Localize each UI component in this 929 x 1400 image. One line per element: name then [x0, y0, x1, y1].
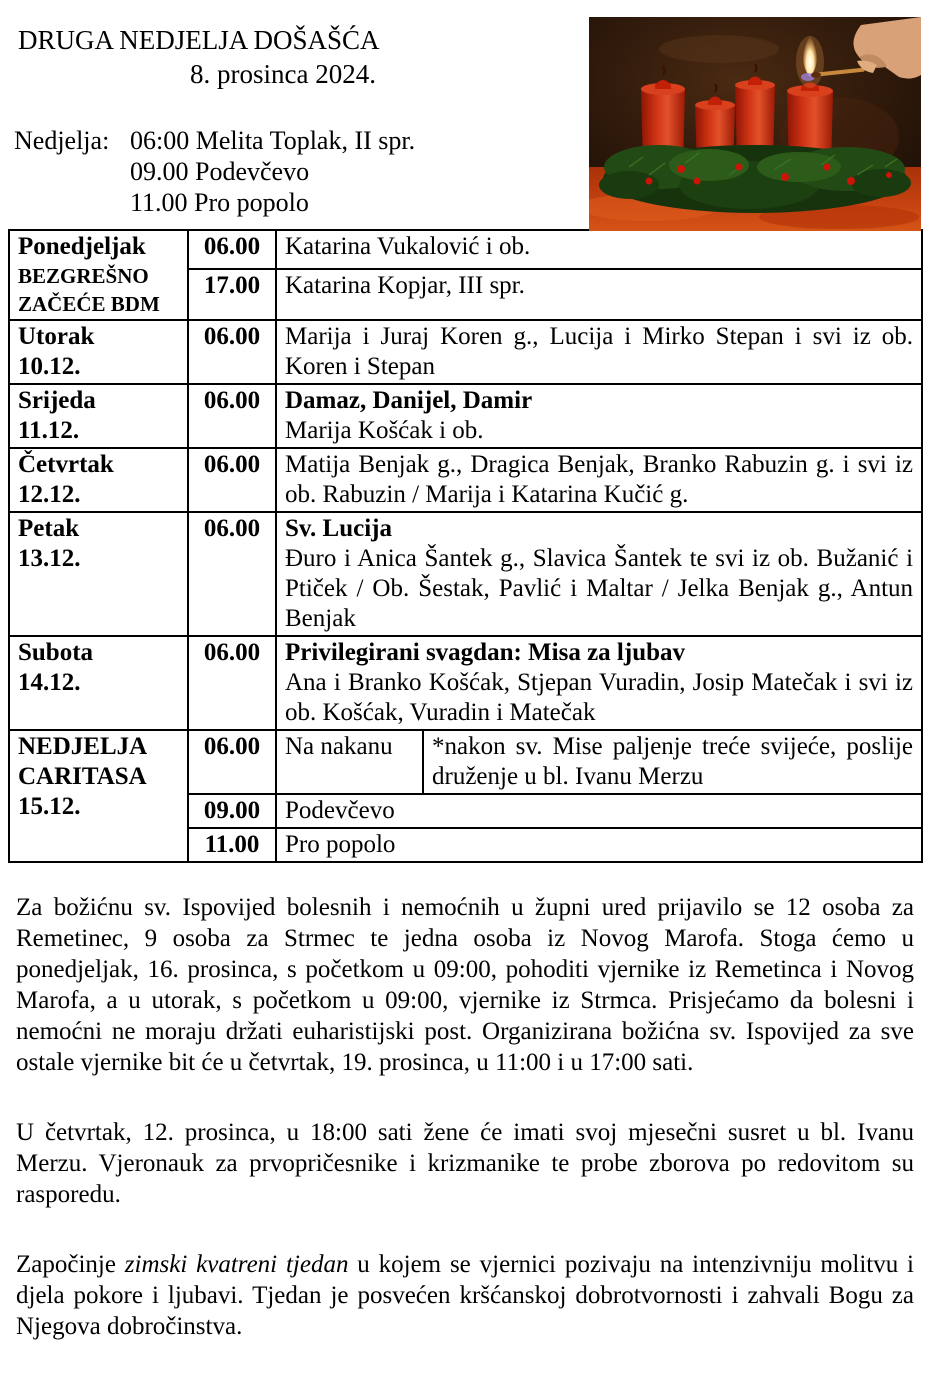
day-label: NEDJELJA: [18, 733, 148, 760]
time-cell: 06.00: [188, 730, 276, 794]
sunday-label: Nedjelja:: [14, 126, 110, 155]
day-date: 12.12.: [18, 481, 81, 508]
day-label: Četvrtak: [18, 451, 114, 478]
time-cell: 17.00: [188, 269, 276, 320]
day-label: Utorak: [18, 323, 95, 350]
table-row-petak: [9, 512, 922, 636]
day-subtitle: ZAČEĆE BDM: [18, 292, 160, 316]
intention-cell: Na nakanu: [276, 730, 423, 794]
day-label: Srijeda: [18, 387, 96, 414]
day-subtitle: BEZGREŠNO: [18, 264, 149, 288]
time-cell: 06.00: [188, 230, 276, 269]
page-title: DRUGA NEDJELJA DOŠAŠĆA: [18, 25, 380, 55]
intention-cell: Pro popolo: [276, 828, 922, 862]
p3-italic-phrase: zimski kvatreni tjedan: [124, 1251, 349, 1278]
time-cell: 11.00: [188, 828, 276, 862]
day-date: 10.12.: [18, 353, 81, 380]
announcements: [0, 892, 929, 1342]
intention-text: Đuro i Anica Šantek g., Slavica Šantek te svi iz ob. Bužanić i Ptiček / Ob. Šestak, Pavlić i Maltar / Jelka Benjak g., Antun Benjak: [285, 545, 914, 632]
sunday-time-1: 06:00 Melita Toplak, II spr.: [130, 126, 416, 155]
table-row-srijeda: [9, 384, 922, 448]
table-row-ponedjeljak: [9, 230, 922, 269]
p3-end: u kojem se vjernici pozivaju na intenzivniju molitvu i djela pokore i ljubavi. Tjedan je posvećen kršćanskoj dobrotvornosti i zahvali Bogu za Njegova dobročinstva.: [16, 1251, 914, 1340]
intention-cell: [276, 512, 922, 636]
day-date: 14.12.: [18, 669, 81, 696]
intention-cell: Katarina Kopjar, III spr.: [276, 269, 922, 320]
paragraph-confession: Za božićnu sv. Ispovijed bolesnih i nemoćnih u župni ured prijavilo se 12 osoba za Remetinec, 9 osoba za Strmec te jedna osoba iz Novog Marofa. Stoga ćemo u ponedjeljak, 16. prosinca, s početkom u 09:00, pohoditi vjernike iz Remetinca i Novog Marofa, a u utorak, s početkom u 09:00, vjernike iz Strmca. Prisjećamo da bolesni i nemoćni ne moraju držati euharistijski post. Organizirana božićna sv. Ispovijed za sve ostale vjernike bit će u četvrtak, 19. prosinca, u 11:00 i u 17:00 sati.: [16, 894, 914, 1076]
day-cell: [9, 320, 188, 384]
day-cell: [9, 448, 188, 512]
mass-schedule-table: [8, 229, 923, 863]
day-date: 11.12.: [18, 417, 80, 444]
intention-cell: Marija i Juraj Koren g., Lucija i Mirko Stepan i svi iz ob. Koren i Stepan: [276, 320, 922, 384]
time-cell: 06.00: [188, 384, 276, 448]
time-cell: 06.00: [188, 448, 276, 512]
paragraph-meetings: U četvrtak, 12. prosinca, u 18:00 sati žene će imati svoj mjesečni susret u bl. Ivanu Merzu. Vjeronauk za prvopričesnike i krizmanike te probe zborova po redovitom su rasporedu.: [16, 1119, 914, 1208]
intention-text: Ana i Branko Košćak, Stjepan Vuradin, Josip Matečak i svi iz ob. Košćak, Vuradin i Matečak: [285, 669, 914, 726]
time-cell: 06.00: [188, 636, 276, 730]
day-cell: [9, 730, 188, 862]
day-cell: [9, 512, 188, 636]
table-row-subota: [9, 636, 922, 730]
day-cell: [9, 636, 188, 730]
intention-cell: [276, 384, 922, 448]
time-cell: 06.00: [188, 512, 276, 636]
table-row-utorak: [9, 320, 922, 384]
intention-cell: [276, 636, 922, 730]
intention-title: Sv. Lucija: [285, 515, 392, 542]
day-label: Subota: [18, 639, 94, 666]
day-date: 15.12.: [18, 793, 81, 820]
intention-text: Marija Košćak i ob.: [285, 417, 484, 444]
header: [0, 0, 929, 218]
time-cell: 06.00: [188, 320, 276, 384]
day-label: Ponedjeljak: [18, 233, 146, 260]
intention-title: Privilegirani svagdan: Misa za ljubav: [285, 639, 685, 666]
page-date: 8. prosinca 2024.: [190, 59, 376, 89]
paragraph-ember-week: [16, 1249, 914, 1342]
sunday-time-3: 11.00 Pro popolo: [130, 188, 309, 217]
sunday-time-2: 09.00 Podevčevo: [130, 157, 310, 186]
day-cell: [9, 384, 188, 448]
table-row-cetvrtak: [9, 448, 922, 512]
advent-wreath-photo: [589, 17, 921, 231]
day-subtitle: CARITASA: [18, 763, 147, 790]
intention-cell: Katarina Vukalović i ob.: [276, 230, 922, 269]
sunday-times: [130, 125, 415, 218]
intention-cell: Matija Benjak g., Dragica Benjak, Branko Rabuzin g. i svi iz ob. Rabuzin / Marija i Katarina Kučić g.: [276, 448, 922, 512]
day-label: Petak: [18, 515, 80, 542]
note-cell: *nakon sv. Mise paljenje treće svijeće, poslije druženje u bl. Ivanu Merzu: [423, 730, 922, 794]
p3-start: Započinje: [16, 1251, 125, 1278]
table-row-nedjelja: [9, 730, 922, 794]
intention-title: Damaz, Danijel, Damir: [285, 387, 533, 414]
day-cell: [9, 230, 188, 320]
time-cell: 09.00: [188, 794, 276, 828]
intention-cell: Podevčevo: [276, 794, 922, 828]
day-date: 13.12.: [18, 545, 81, 572]
